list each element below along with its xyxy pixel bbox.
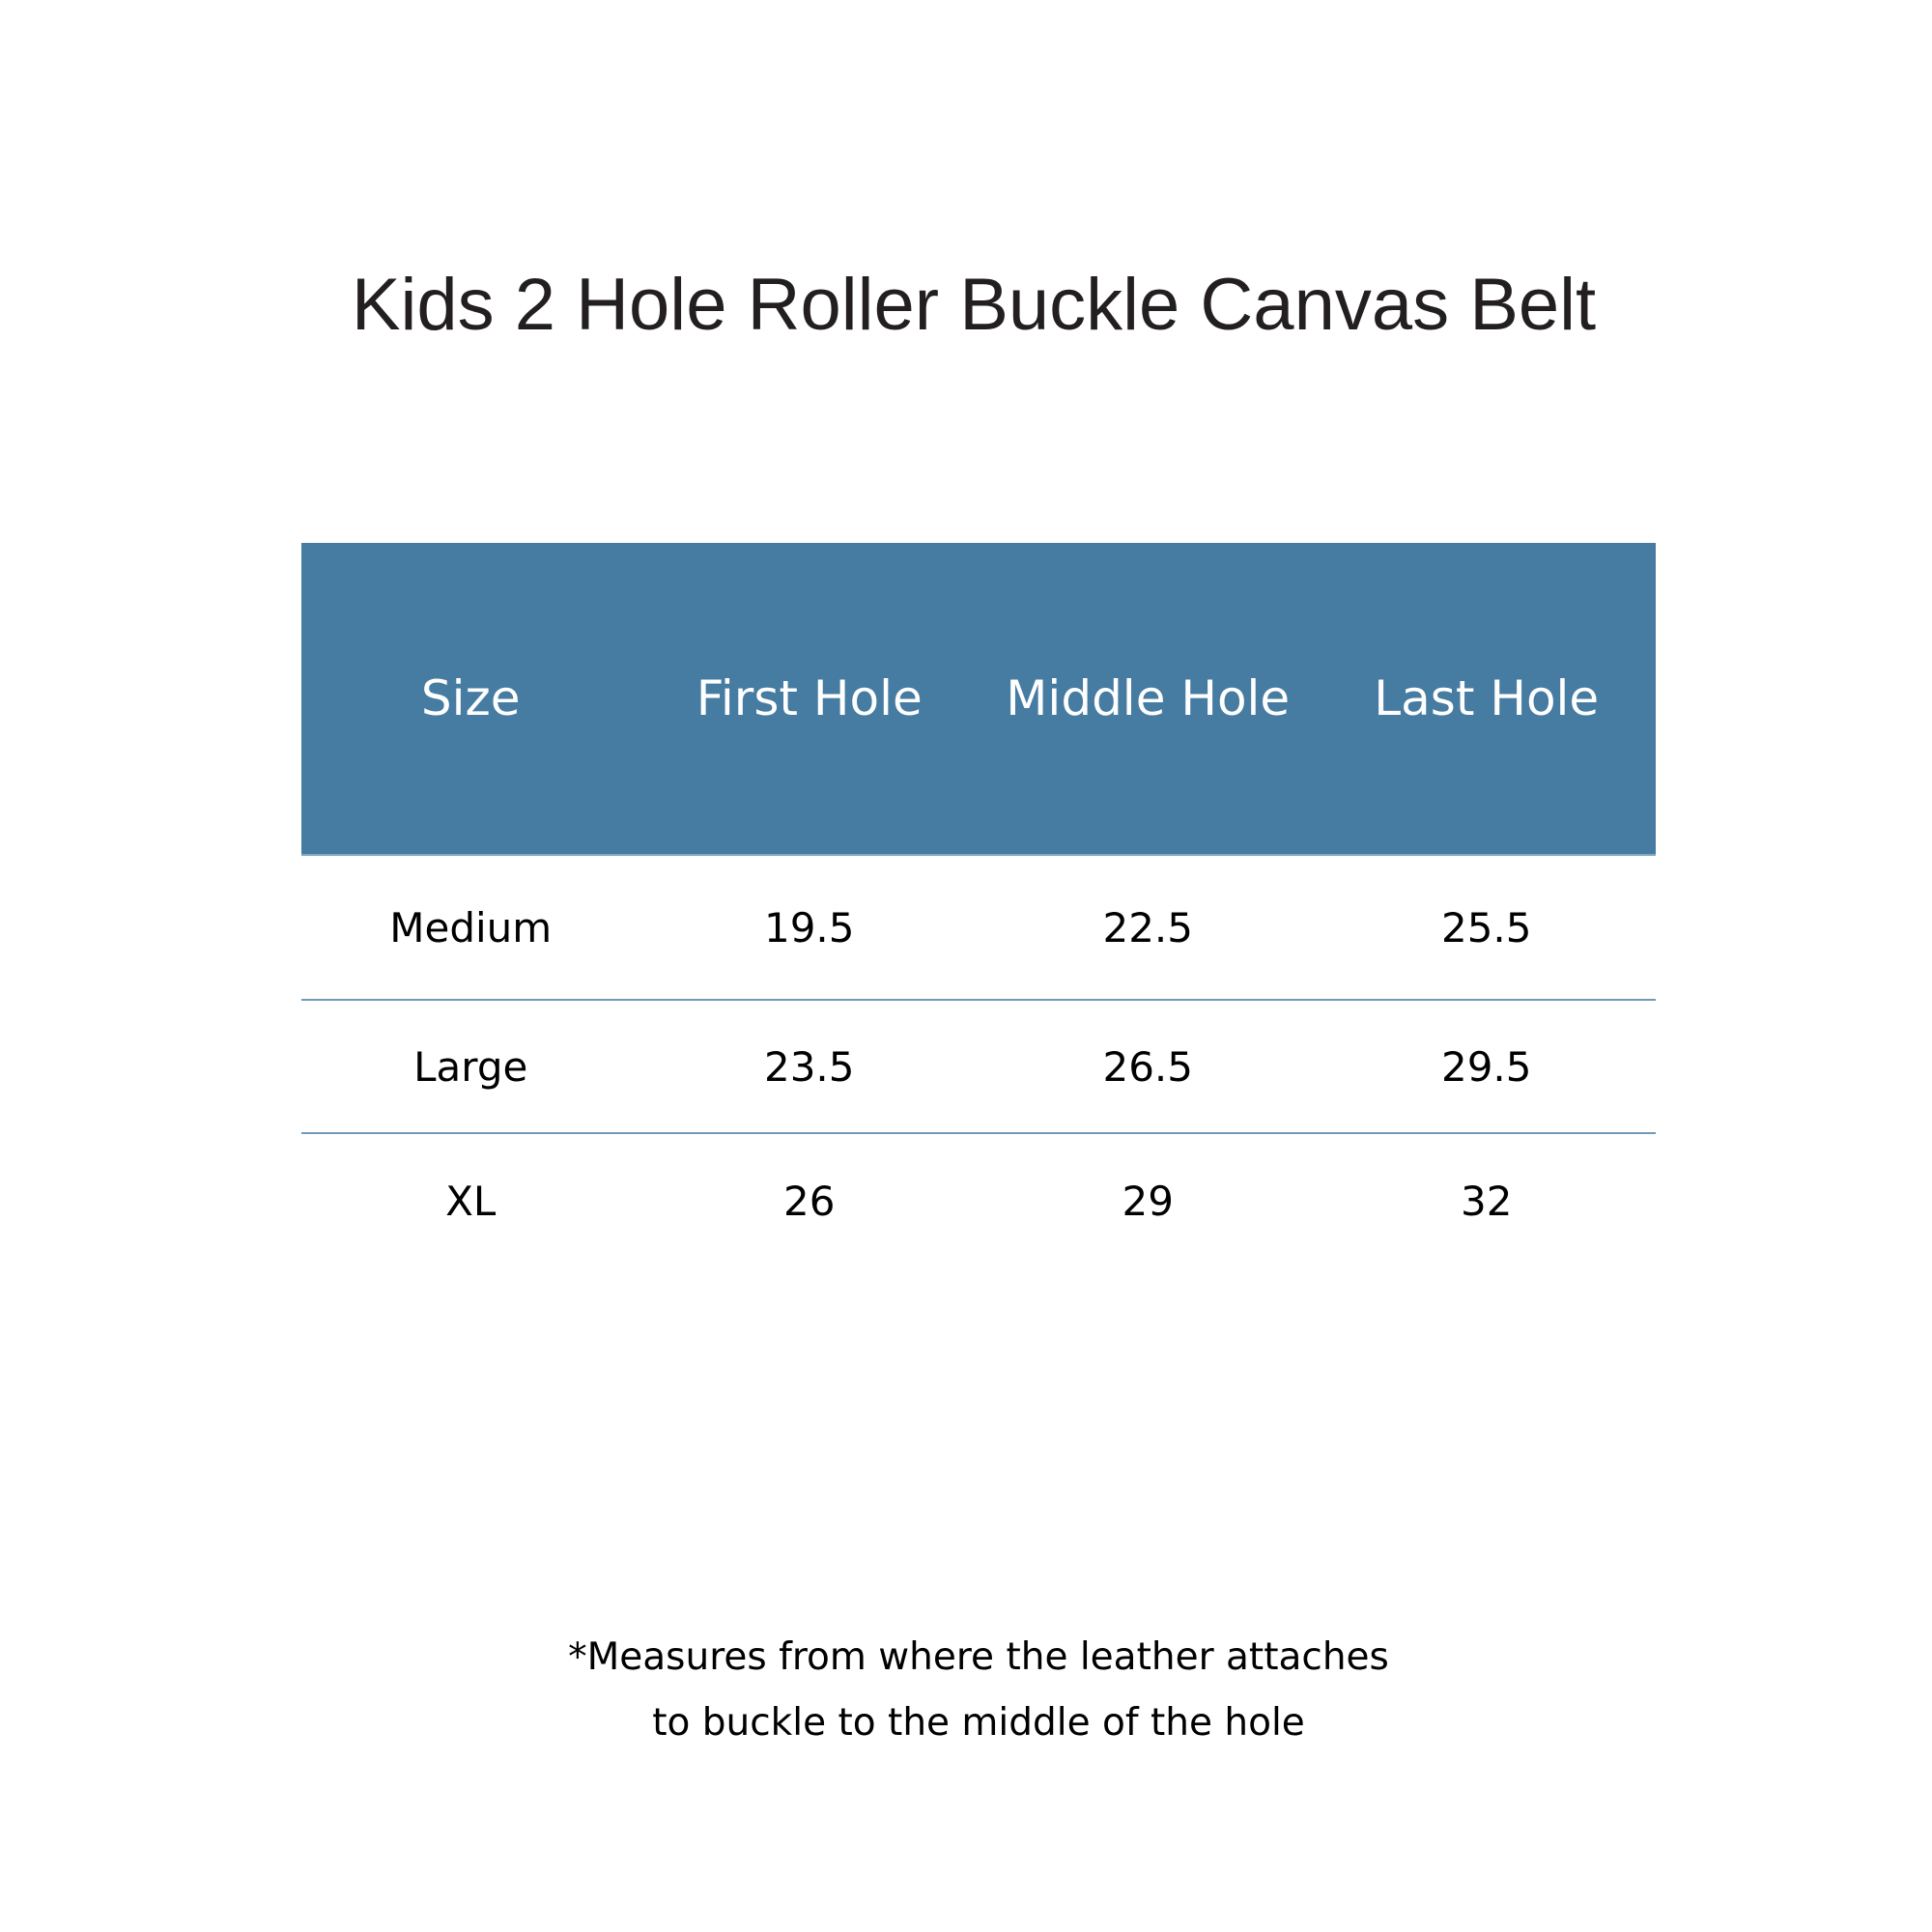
cell-middle-hole: 29 bbox=[1122, 1177, 1174, 1225]
table-header-row bbox=[301, 543, 1656, 856]
cell-size: Large bbox=[413, 1042, 528, 1091]
header-size: Size bbox=[420, 670, 521, 726]
cell-size: Medium bbox=[389, 903, 553, 952]
size-chart-table bbox=[301, 543, 1656, 1267]
table-row bbox=[301, 856, 1656, 1001]
cell-middle-hole: 22.5 bbox=[1102, 903, 1193, 952]
cell-first-hole: 19.5 bbox=[763, 903, 855, 952]
header-first-hole: First Hole bbox=[696, 670, 923, 726]
cell-size: XL bbox=[445, 1177, 497, 1225]
cell-first-hole: 23.5 bbox=[763, 1042, 855, 1091]
measurement-footnote bbox=[0, 1625, 1932, 1756]
header-last-hole: Last Hole bbox=[1374, 670, 1600, 726]
cell-last-hole: 29.5 bbox=[1440, 1042, 1532, 1091]
cell-last-hole: 25.5 bbox=[1440, 903, 1532, 952]
page-title: Kids 2 Hole Roller Buckle Canvas Belt bbox=[351, 264, 1597, 346]
footnote-line-1: *Measures from where the leather attaches bbox=[568, 1635, 1389, 1679]
footnote-line-2: to buckle to the middle of the hole bbox=[652, 1701, 1305, 1745]
table-row bbox=[301, 1134, 1656, 1267]
cell-last-hole: 32 bbox=[1461, 1177, 1513, 1225]
cell-first-hole: 26 bbox=[783, 1177, 836, 1225]
cell-middle-hole: 26.5 bbox=[1102, 1042, 1193, 1091]
header-middle-hole: Middle Hole bbox=[1006, 670, 1291, 726]
table-row bbox=[301, 1001, 1656, 1134]
